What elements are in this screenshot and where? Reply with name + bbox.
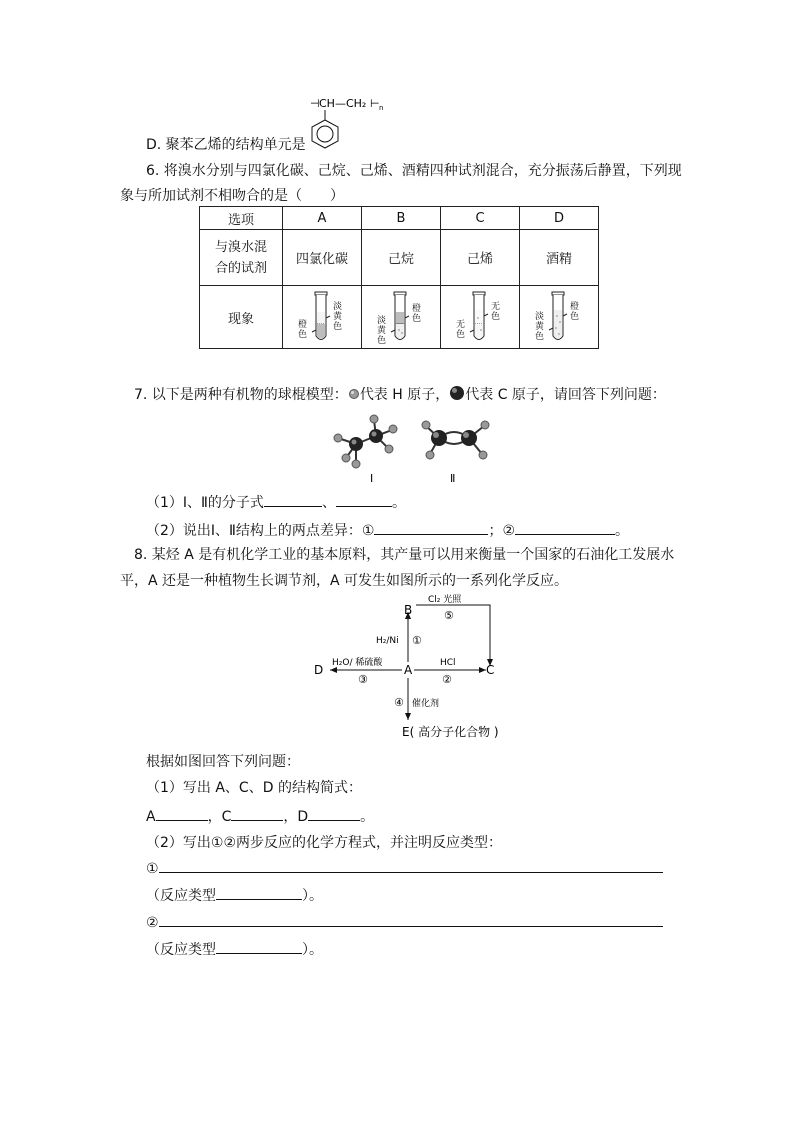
test-tube-icon — [283, 288, 361, 346]
phenomenon-left: 淡黄色 — [376, 316, 386, 346]
node-a: A — [404, 663, 413, 677]
reagent-cell: 四氯化碳 — [283, 230, 362, 286]
answer-blank-equation-2[interactable] — [159, 912, 663, 927]
test-tube-icon — [362, 288, 440, 346]
q7-stem-c: 代表 C 原子，请回答下列问题： — [465, 387, 666, 403]
polystyrene-formula — [308, 93, 388, 154]
phenomenon-right: 橙色 — [411, 304, 421, 324]
type-open: （反应类型 — [146, 888, 216, 904]
equation-2-row — [146, 912, 663, 933]
step-1: ① — [412, 634, 422, 647]
carbon-atom-icon — [449, 385, 465, 401]
bracket-right: ⊢ — [370, 97, 380, 110]
q7-sub1 — [146, 492, 406, 513]
q7-sub2-sep: ；② — [488, 523, 516, 539]
phenomenon-left: 无色 — [455, 320, 465, 340]
node-b: B — [404, 603, 413, 617]
reaction-type-2-row — [146, 939, 323, 960]
benzene-circle — [317, 126, 333, 142]
reagent-cell: 酒精 — [520, 230, 599, 286]
answer-blank-d[interactable] — [308, 806, 360, 821]
answer-blank-difference-2[interactable] — [515, 520, 615, 535]
answer-blank-c[interactable] — [231, 806, 283, 821]
step-4: ④ — [394, 696, 404, 709]
reagent-cell: 己烷 — [362, 230, 441, 286]
bracket-left: ⊣ — [310, 97, 320, 110]
phenomenon-left: 橙色 — [297, 320, 307, 340]
table-row — [200, 207, 599, 230]
node-d: D — [314, 663, 324, 677]
answer-blank-a[interactable] — [156, 806, 208, 821]
q8-sub1-answers — [146, 806, 374, 827]
step-3: ③ — [358, 673, 368, 686]
table-header-cell: B — [362, 207, 441, 230]
type-close: ）。 — [302, 942, 323, 958]
label-d: ，D — [283, 809, 309, 825]
hydrogen-atom-icon — [348, 388, 360, 400]
row-label-phenomenon: 现象 — [200, 286, 283, 349]
model-label-i: Ⅰ — [370, 472, 374, 485]
q6-options-table — [199, 206, 599, 349]
answer-blank-type-2[interactable] — [216, 939, 302, 954]
type-open: （反应类型 — [146, 942, 216, 958]
reagent-4: 催化剂 — [412, 699, 440, 709]
equation-2-mark: ② — [146, 915, 159, 931]
step-5: ⑤ — [444, 609, 454, 622]
phenomenon-right: 橙色 — [569, 302, 579, 322]
formula-text: CH—CH₂ — [319, 97, 367, 110]
q7-sub1-text: （1）Ⅰ、Ⅱ的分子式 — [146, 495, 264, 511]
q5-option-d: D. 聚苯乙烯的结构单元是 — [146, 137, 306, 153]
reagent-3: H₂O/ 稀硫酸 — [332, 658, 383, 668]
q6-stem-line2: 象与所加试剂不相吻合的是（ ） — [120, 188, 344, 204]
q7-sub1-sep: 、 — [321, 495, 336, 511]
node-c: C — [486, 663, 495, 677]
reaction-scheme-diagram — [312, 592, 532, 742]
answer-blank-formula-1[interactable] — [264, 492, 322, 507]
table-header-cell: A — [283, 207, 362, 230]
table-header-cell: C — [441, 207, 520, 230]
q7-sub1-end: 。 — [391, 495, 406, 511]
ball-stick-models — [326, 412, 506, 487]
table-header-cell: 选项 — [200, 207, 283, 230]
q6-stem-line1: 6. 将溴水分别与四氯化碳、己烷、己烯、酒精四种试剂混合，充分振荡后静置，下列现 — [146, 163, 682, 179]
reagent-2: HCl — [440, 658, 456, 668]
row-label-line: 与溴水混 — [214, 239, 267, 255]
answer-blank-formula-2[interactable] — [336, 492, 392, 507]
phenomenon-left: 淡黄色 — [534, 312, 544, 342]
phenomenon-right: 淡黄色 — [332, 302, 342, 332]
reaction-type-1-row — [146, 885, 323, 906]
test-tube-icon — [520, 288, 598, 346]
table-header-cell: D — [520, 207, 599, 230]
answer-blank-difference-1[interactable] — [374, 520, 488, 535]
q8-sub2: （2）写出①②两步反应的化学方程式，并注明反应类型： — [146, 835, 503, 851]
sub1-end: 。 — [360, 809, 375, 825]
label-a: A — [146, 809, 156, 825]
answer-blank-equation-1[interactable] — [159, 858, 663, 873]
q7-stem-b: 代表 H 原子， — [359, 387, 450, 403]
type-close: ）。 — [302, 888, 323, 904]
q8-sub1: （1）写出 A、C、D 的结构简式： — [146, 780, 362, 796]
repeat-n: n — [379, 104, 384, 112]
benzene-ring-icon — [312, 120, 338, 148]
q7-stem — [134, 385, 666, 405]
phenomenon-right: 无色 — [490, 302, 500, 322]
reagent-5: Cl₂ 光照 — [428, 595, 462, 605]
equation-1-row — [146, 858, 663, 879]
reagent-1: H₂/Ni — [376, 636, 399, 646]
phenomenon-cell-b — [362, 286, 441, 349]
reagent-cell: 己烯 — [441, 230, 520, 286]
q7-sub2 — [146, 520, 629, 541]
label-c: ，C — [207, 809, 232, 825]
node-e: E( 高分子化合物 ) — [402, 725, 499, 739]
q7-stem-a: 7. 以下是两种有机物的球棍模型： — [134, 387, 348, 403]
q8-stem-line1: 8. 某烃 A 是有机化学工业的基本原料，其产量可以用来衡量一个国家的石油化工发展水 — [134, 547, 675, 563]
equation-1-mark: ① — [146, 861, 159, 877]
q7-sub2-text: （2）说出Ⅰ、Ⅱ结构上的两点差异：① — [146, 523, 375, 539]
row-label-line: 合的试剂 — [214, 260, 267, 276]
ethylene-model-icon — [422, 421, 489, 459]
q7-sub2-end: 。 — [615, 523, 630, 539]
q8-stem-line2: 平，A 还是一种植物生长调节剂，A 可发生如图所示的一系列化学反应。 — [120, 573, 569, 589]
row-label-reagent — [200, 230, 283, 286]
phenomenon-cell-c — [441, 286, 520, 349]
step-2: ② — [442, 673, 452, 686]
model-label-ii: Ⅱ — [450, 472, 456, 485]
test-tube-icon — [441, 288, 519, 346]
table-row — [200, 230, 599, 286]
ethane-model-icon — [334, 415, 397, 468]
phenomenon-cell-d — [520, 286, 599, 349]
q8-prompt: 根据如图回答下列问题： — [146, 754, 300, 770]
phenomenon-cell-a — [283, 286, 362, 349]
polystyrene-structure-drawing — [308, 93, 388, 151]
table-row — [200, 286, 599, 349]
answer-blank-type-1[interactable] — [216, 885, 302, 900]
